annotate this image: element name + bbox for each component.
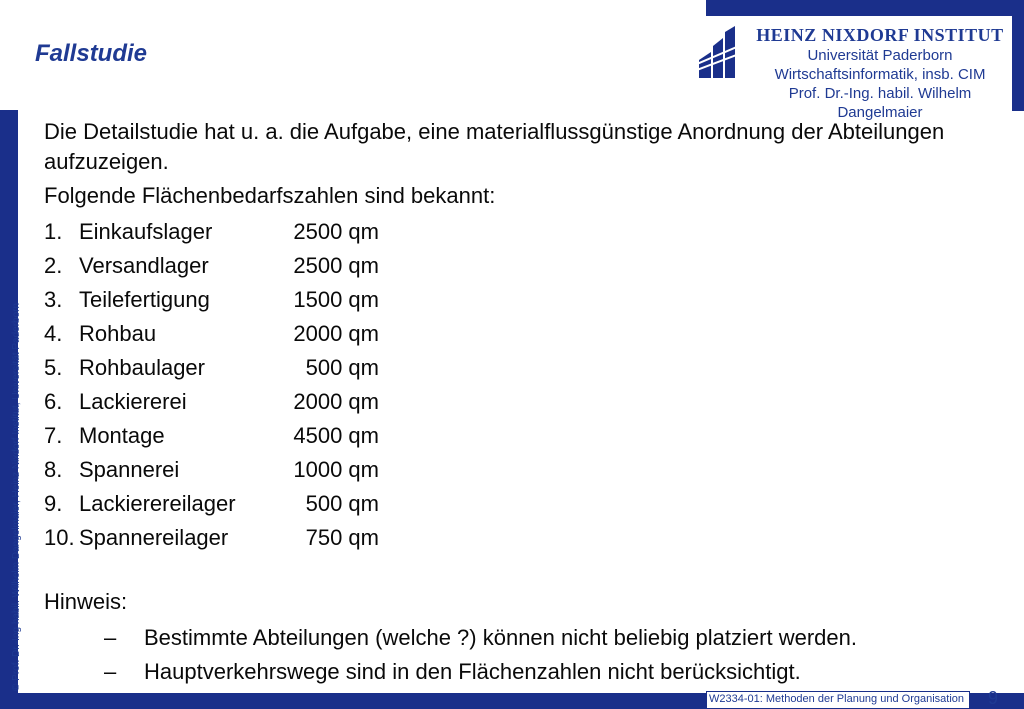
list-item (44, 249, 1024, 283)
item-label: Spannerei (79, 457, 180, 482)
item-number: 3. (44, 287, 63, 312)
item-number: 4. (44, 321, 63, 346)
item-value: 750 qm (305, 525, 379, 550)
course-title: W2334-01: Methoden der Planung und Organisation (709, 693, 965, 705)
copyright-notice: © Prof. Dr.-Ing habil. Wilhelm Dangelmaier, Heinz Nixdorf Institut, Universität Paderborn (11, 302, 22, 691)
item-number: 2. (44, 253, 63, 278)
item-number: 7. (44, 423, 63, 448)
hint-title: Hinweis: (44, 589, 128, 614)
item-label: Lackiererei (79, 389, 187, 414)
list-item (44, 453, 1024, 487)
item-value: 500 qm (305, 355, 379, 380)
hint-item (44, 655, 1024, 689)
hint-text: Hauptverkehrswege sind in den Flächenzahlen nicht berücksichtigt. (144, 659, 801, 684)
item-label: Rohbau (79, 321, 157, 346)
dash-icon: – (104, 659, 117, 684)
item-number: 6. (44, 389, 63, 414)
item-value: 2000 qm (293, 389, 379, 414)
hint-list (44, 621, 1024, 689)
area-list (44, 215, 1024, 555)
list-item (44, 521, 1024, 555)
item-label: Versandlager (79, 253, 209, 278)
university-name: Universität Paderborn (807, 47, 953, 64)
item-number: 10. (44, 525, 75, 550)
dash-icon: – (104, 625, 117, 650)
item-label: Montage (79, 423, 165, 448)
item-number: 9. (44, 491, 63, 516)
professor-name: Prof. Dr.-Ing. habil. Wilhelm Dangelmaier (788, 85, 972, 121)
item-value: 2500 qm (293, 253, 379, 278)
slide-title: Fallstudie (35, 40, 148, 67)
slide-content (44, 117, 1024, 689)
item-label: Spannereilager (79, 525, 229, 550)
item-label: Lackierereilager (79, 491, 236, 516)
institute-header (745, 24, 1015, 122)
item-number: 1. (44, 219, 63, 244)
item-label: Einkaufslager (79, 219, 213, 244)
list-item (44, 283, 1024, 317)
page-number: 9 (988, 688, 999, 708)
item-value: 4500 qm (293, 423, 379, 448)
top-accent-bar (706, 0, 1024, 16)
item-number: 5. (44, 355, 63, 380)
list-item (44, 317, 1024, 351)
known-text: Folgende Flächenbedarfszahlen sind bekannt: (44, 183, 496, 208)
item-value: 1000 qm (293, 457, 379, 482)
list-item (44, 351, 1024, 385)
item-label: Rohbaulager (79, 355, 205, 380)
list-item (44, 385, 1024, 419)
hint-item (44, 621, 1024, 655)
item-value: 2500 qm (293, 219, 379, 244)
intro-text: Die Detailstudie hat u. a. die Aufgabe, eine materialflussgünstige Anordnung der Abteilungen aufzuzeigen. (44, 119, 945, 174)
item-value: 500 qm (305, 491, 379, 516)
department-name: Wirtschaftsinformatik, insb. CIM (774, 66, 986, 83)
hint-text: Bestimmte Abteilungen (welche ?) können nicht beliebig platziert werden. (144, 625, 857, 650)
institute-logo-icon (697, 24, 739, 80)
list-item (44, 215, 1024, 249)
item-number: 8. (44, 457, 63, 482)
list-item (44, 419, 1024, 453)
item-value: 1500 qm (293, 287, 379, 312)
item-label: Teilefertigung (79, 287, 210, 312)
item-value: 2000 qm (293, 321, 379, 346)
institute-name: HEINZ NIXDORF INSTITUT (756, 25, 1004, 45)
list-item (44, 487, 1024, 521)
